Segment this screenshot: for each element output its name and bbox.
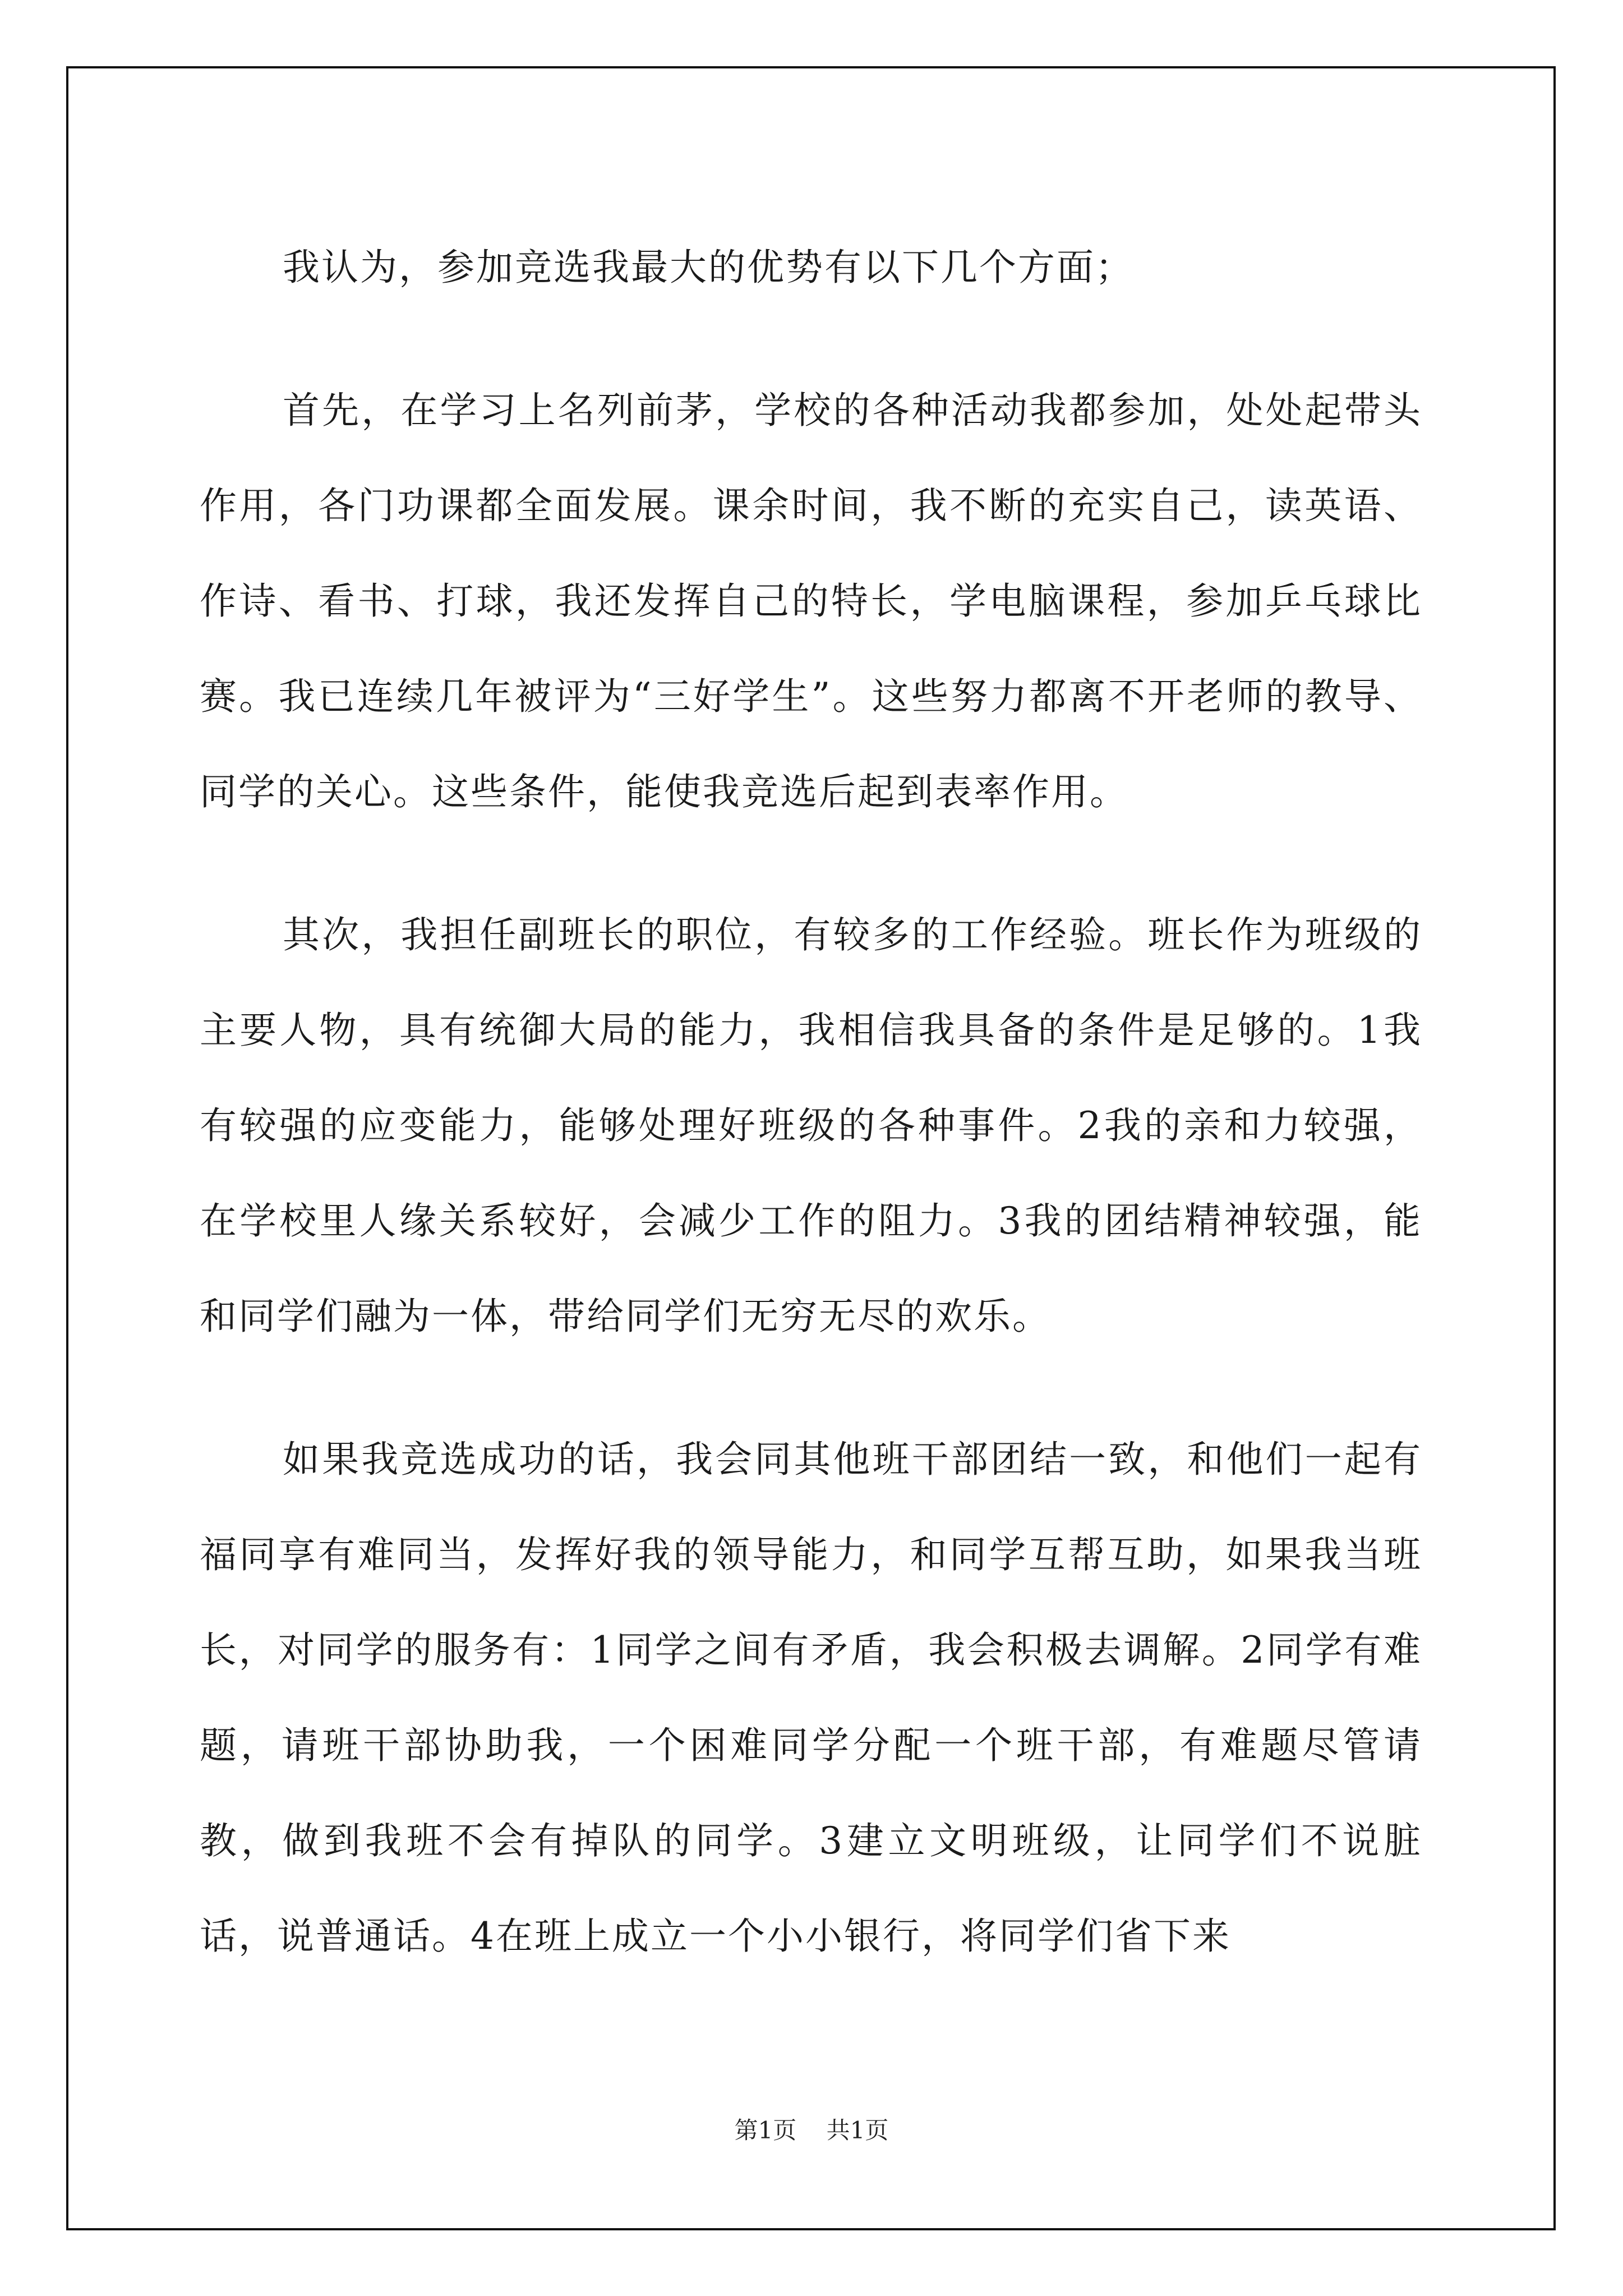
paragraph-3: 其次，我担任副班长的职位，有较多的工作经验。班长作为班级的主要人物，具有统御大局的能力，我相信我具备的条件是足够的。1我有较强的应变能力，能够处理好班级的各种事件。2我的亲和力较强，在学校里人缘关系较好，会减少工作的阻力。3我的团结精神较强，能和同学们融为一体，带给同学们无穷无尽的欢乐。 [200, 913, 1422, 1338]
paragraph-2: 首先，在学习上名列前茅，学校的各种活动我都参加，处处起带头作用，各门功课都全面发展。课余时间，我不断的充实自己，读英语、作诗、看书、打球，我还发挥自己的特长，学电脑课程，参加乒乓球比赛。我已连续几年被评为“三好学生”。这些努力都离不开老师的教导、同学的关心。这些条件，能使我竞选后起到表率作用。 [200, 389, 1422, 813]
paragraph-1: 我认为，参加竞选我最大的优势有以下几个方面； [283, 246, 1134, 289]
document-body [200, 220, 1422, 2032]
page-total: 共1页 [826, 2116, 889, 2144]
page-number: 第1页 [734, 2116, 797, 2144]
paragraph-4: 如果我竞选成功的话，我会同其他班干部团结一致，和他们一起有福同享有难同当，发挥好我的领导能力，和同学互帮互助，如果我当班长，对同学的服务有：1同学之间有矛盾，我会积极去调解。2同学有难题，请班干部协助我，一个困难同学分配一个班干部，有难题尽管请教，做到我班不会有掉队的同学。3建立文明班级，让同学们不说脏话，说普通话。4在班上成立一个小小银行，将同学们省下来 [200, 1438, 1422, 1958]
page-footer [0, 2114, 1623, 2147]
